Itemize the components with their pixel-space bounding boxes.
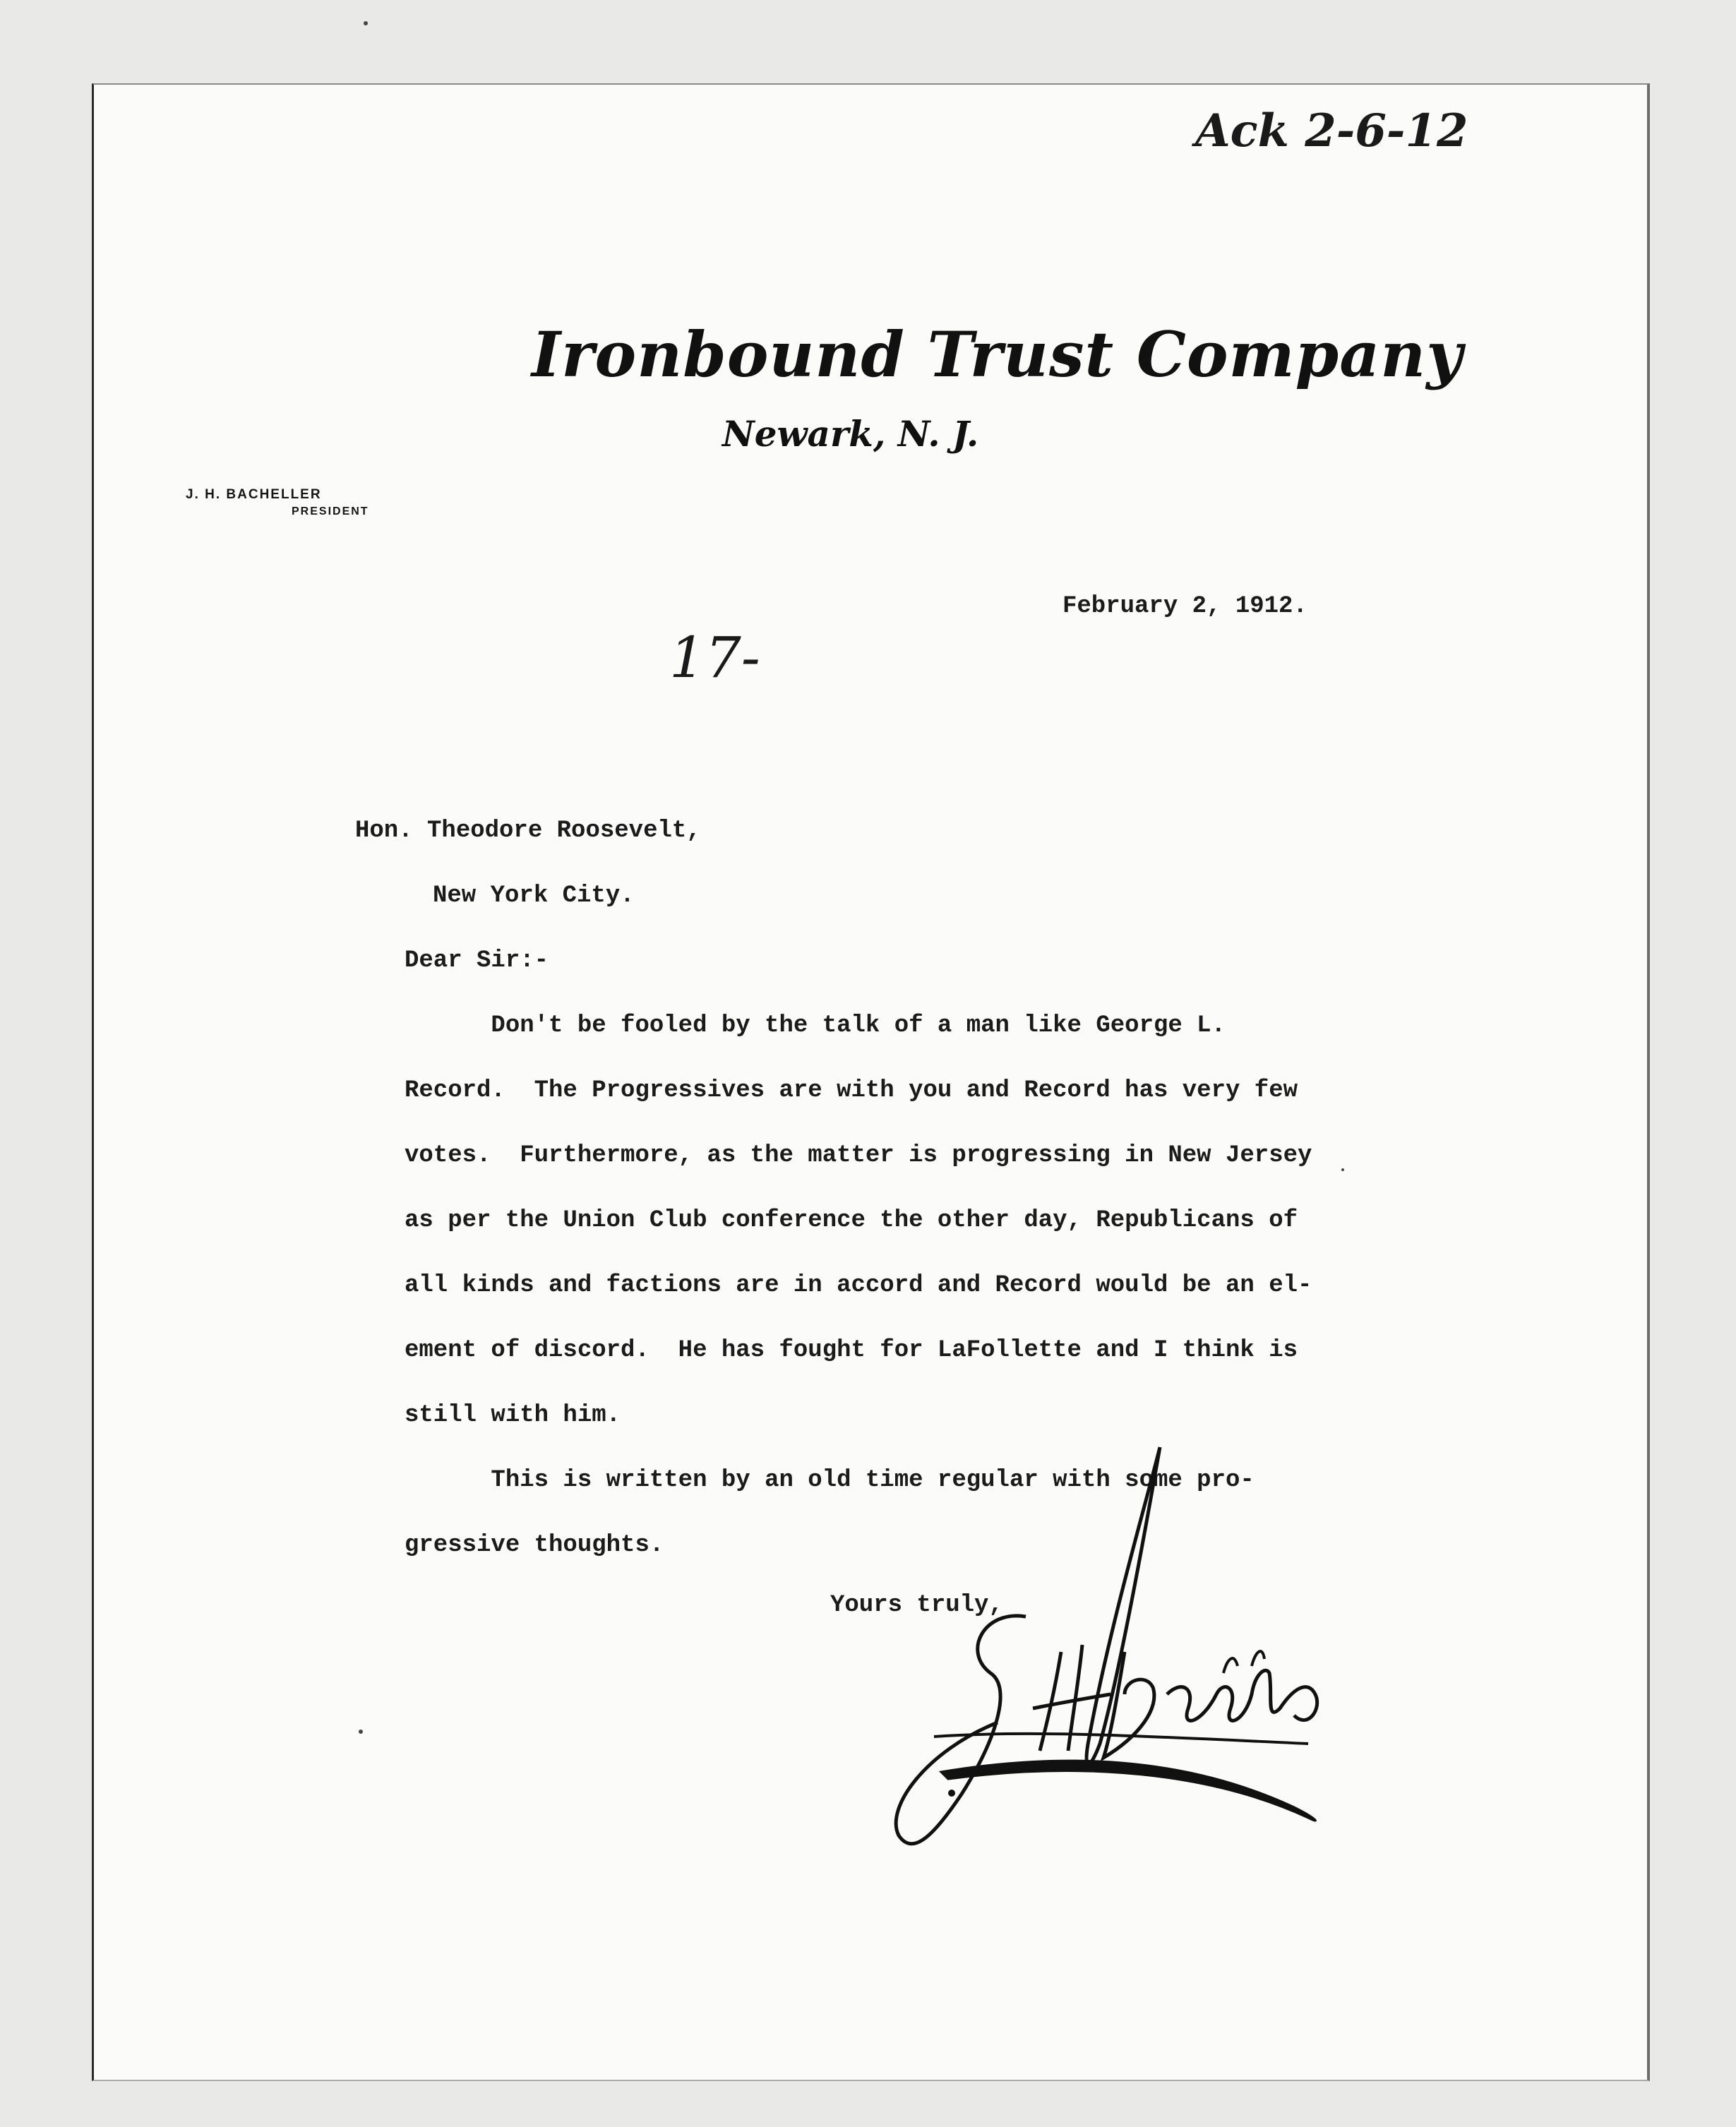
letterhead-company: Ironbound Trust Company (532, 318, 1463, 391)
recipient-name: Hon. Theodore Roosevelt, (355, 817, 701, 844)
recipient-city: New York City. (433, 882, 635, 909)
body-line: still with him. (405, 1402, 621, 1429)
letter-date: February 2, 1912. (1062, 593, 1307, 620)
body-line: ement of discord. He has fought for LaFollette and I think is (405, 1337, 1298, 1364)
scan-speck (1341, 1168, 1344, 1171)
acknowledgement-notation: Ack 2-6-12 (1195, 104, 1468, 157)
body-line: votes. Furthermore, as the matter is progressing in New Jersey (405, 1142, 1312, 1169)
body-line: gressive thoughts. (405, 1532, 664, 1559)
body-line: This is written by an old time regular with some pro- (405, 1467, 1255, 1494)
letter-page (92, 83, 1650, 2081)
salutation: Dear Sir:- (405, 947, 549, 974)
scan-speck (364, 21, 368, 25)
body-line: Record. The Progressives are with you and Record has very few (405, 1077, 1298, 1104)
body-line: all kinds and factions are in accord and Record would be an el- (405, 1272, 1312, 1299)
president-name: J. H. BACHELLER (186, 487, 322, 502)
scan-speck (359, 1730, 363, 1734)
president-title: PRESIDENT (292, 505, 369, 517)
folio-number: 17- (669, 625, 760, 690)
body-line: Don't be fooled by the talk of a man like George L. (405, 1012, 1226, 1039)
closing: Yours truly, (830, 1592, 1003, 1619)
body-line: as per the Union Club conference the other day, Republicans of (405, 1207, 1298, 1234)
signature (856, 1440, 1365, 1892)
letterhead-city: Newark, N. J. (722, 413, 979, 455)
